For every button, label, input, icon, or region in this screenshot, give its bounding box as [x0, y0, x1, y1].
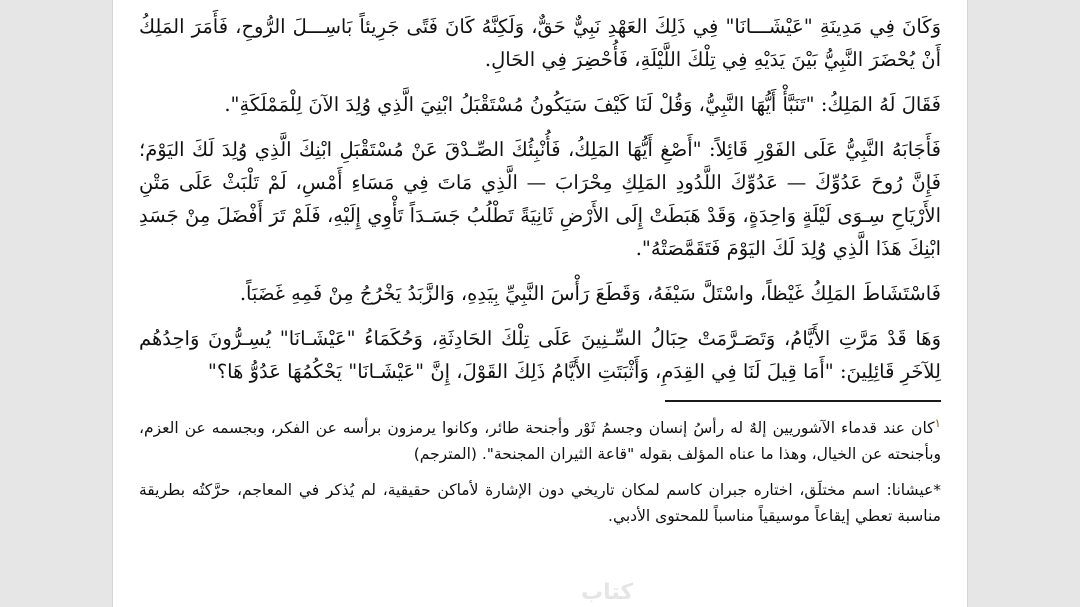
paragraph-3: فَأَجَابَهُ النَّبِيُّ عَلَى الفَوْرِ قَائِلاً: "أَصْغِ أَيُّهَا المَلِكُ، فَأُنْبِئُكَ الصِّـدْقَ عَنْ مُسْتَقْبَلِ ابْنِكَ الَّذِي وُلِدَ لَكَ اليَوْمَ؛ فَإِنَّ رُوحَ عَدُوِّكَ — عَدُوِّكَ اللَّدُودِ المَلِكِ مِحْرَابَ — الَّذِي مَاتَ فِي مَسَاءِ أَمْسِ، لَمْ تَلْبَثْ عَلَى مَتْنِ الأَرْيَاحِ سِـوَى لَيْلَةٍ وَاحِدَةٍ، وَقَدْ هَبَطَتْ إِلَى الأَرْضِ ثَانِيَةً تَطْلُبُ جَسَـدَاً تَأْوِي إِلَيْهِ، فَلَمْ تَرَ أَفْضَلَ مِنْ جَسَدِ ابْنِكَ هَذَا الَّذِي وُلِدَ لَكَ اليَوْمَ فَتَقَمَّصَتْهُ".: [139, 138, 941, 260]
footnote-2-text: *عيشانا: اسم مختلَق، اختاره جبران كاسم لمكان تاريخي دون الإشارة لأماكن حقيقية، لم يُذكر في المعاجم، حرَّكتُه بطريقة مناسبة تعطي إيقاعاً موسيقياً مناسباً للمحتوى الأدبي.: [139, 481, 941, 526]
footnote-2: [139, 477, 941, 529]
document-page: [112, 0, 968, 607]
paragraph-4: فَاسْتَشَاطَ المَلِكُ غَيْظاً، واسْتَلَّ سَيْفَهُ، وَقَطَعَ رَأْسَ النَّبِيِّ بِيَدِهِ، وَالزَّبَدُ يَخْرُجُ مِنْ فَمِهِ غَضَبَاً.: [239, 282, 941, 305]
paragraph-1: وَكَانَ فِي مَدِينَةِ "عَيْشَـــانَا" فِي ذَلِكَ العَهْدِ نَبِيٌّ حَقٌّ، وَلَكِنَّهُ كَانَ فَتًى جَرِيئاً بَاسِـــلَ الرُّوحِ، فَأَمَرَ المَلِكُ أَنْ يُحْضَرَ النَّبِيُّ بَيْنَ يَدَيْهِ فِي تِلْكَ اللَّيْلَةِ، فَأُحْضِرَ فِي الحَالِ.: [139, 15, 941, 71]
watermark: كتاب: [581, 580, 634, 605]
footnote-1: [139, 410, 941, 467]
document-content: [139, 10, 941, 539]
paragraph-5: وَهَا قَدْ مَرَّتِ الأَيَّامُ، وَتَصَـرَّمَتْ حِبَالُ السِّـنِينَ عَلَى تِلْكَ الحَادِثَةِ، وَحُكَمَاءُ "عَيْشَـانَا" يُسِـرُّونَ وَاحِدُهُم لِلآخَرِ قَائِلِينَ: "أَمَا قِيلَ لَنَا فِي القِدَمِ، وَأَثْبَتَتِ الأَيَّامُ ذَلِكَ القَوْلَ، إِنَّ "عَيْشَـانَا" يَحْكُمُهَا عَدُوُّ هَا؟": [139, 327, 941, 383]
footnote-1-mark: ١: [934, 416, 941, 430]
paragraph-2: فَقَالَ لَهُ المَلِكُ: "تَنَبَّأْ أَيُّهَا النَّبِيُّ، وَقُلْ لَنَا كَيْفَ سَيَكُونُ مُسْتَقْبَلُ ابْنِيَ الَّذِي وُلِدَ الآنَ لِلْمَمْلَكَةِ".: [224, 93, 941, 116]
footnote-separator: [665, 400, 941, 402]
footnote-1-text: كان عند قدماء الآشوريين إلهٌ له رأسُ إنسان وجسمُ ثَوْر وأجنحة طائر، وكانوا يرمزون برأسه عن الفكر، وبجسمه عن العزم، وبأجنحته عن الخيال، وهذا ما عناه المؤلف بقوله "قاعة الثيران المجنحة". (المترجم): [139, 419, 941, 464]
